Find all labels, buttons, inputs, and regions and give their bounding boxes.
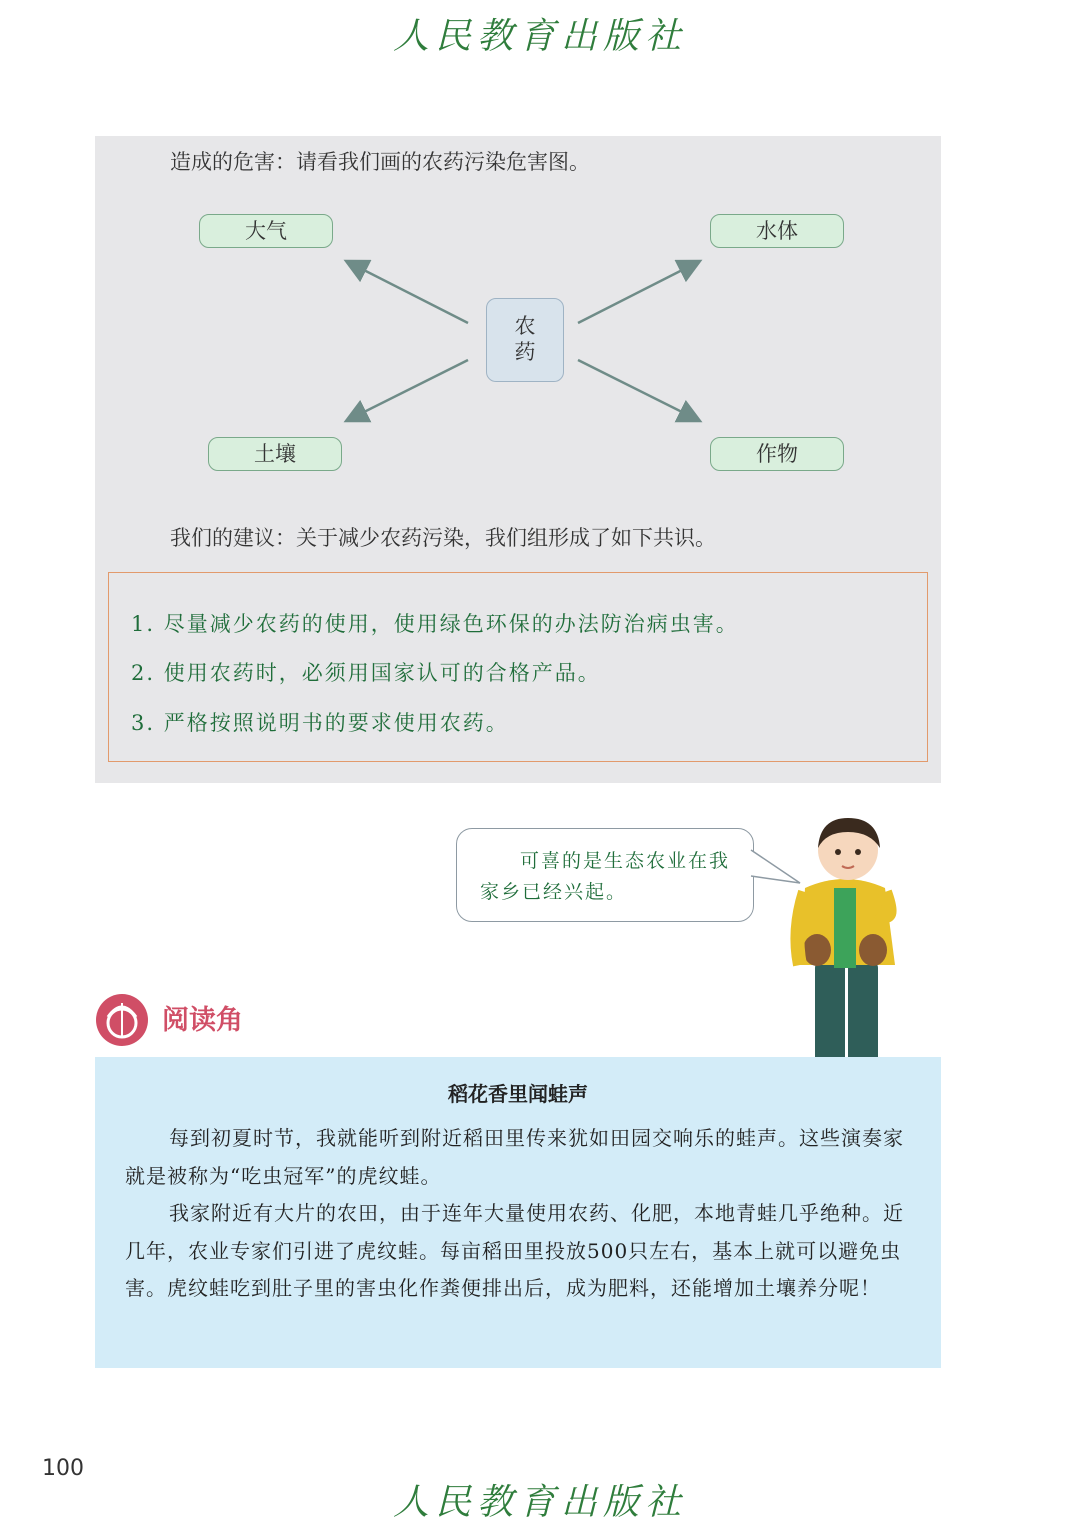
node-water: 水体 [710, 214, 844, 248]
publisher-footer: 人民教育出版社 [392, 1482, 687, 1523]
suggestion-intro: 我们的建议：关于减少农药污染，我们组形成了如下共识。 [170, 526, 716, 550]
article-title: 稻花香里闻蛙声 [448, 1082, 588, 1106]
speech-bubble-text: 可喜的是生态农业在我家乡已经兴起。 [480, 850, 731, 903]
article-paragraph: 每到初夏时节，我就能听到附近稻田里传来犹如田园交响乐的蛙声。这些演奏家就是被称为“吃虫冠军”的虎纹蛙。 [125, 1126, 904, 1188]
page-number: 100 [42, 1456, 84, 1481]
node-pesticide-char-2: 药 [514, 340, 536, 364]
section-title: 阅读角 [162, 1005, 243, 1036]
rule-item: 1. 尽量减少农药的使用，使用绿色环保的办法防治病虫害。 [131, 612, 739, 636]
article-paragraph: 我家附近有大片的农田，由于连年大量使用农药、化肥，本地青蛙几乎绝种。近几年，农业专家们引进了虎纹蛙。每亩稻田里投放500只左右，基本上就可以避免虫害。虎纹蛙吃到肚子里的害虫化作粪便排出后，成为肥料，还能增加土壤养分呢！ [125, 1201, 904, 1300]
node-air: 大气 [199, 214, 333, 248]
diagram-intro: 造成的危害：请看我们画的农药污染危害图。 [170, 150, 590, 174]
rule-item: 3. 严格按照说明书的要求使用农药。 [131, 711, 509, 735]
reading-corner-logo-icon [95, 993, 149, 1047]
node-pesticide-char-1: 农 [514, 314, 536, 338]
publisher-header: 人民教育出版社 [392, 16, 687, 57]
rule-item: 2. 使用农药时，必须用国家认可的合格产品。 [131, 661, 601, 685]
node-crops: 作物 [710, 437, 844, 471]
node-soil: 土壤 [208, 437, 342, 471]
